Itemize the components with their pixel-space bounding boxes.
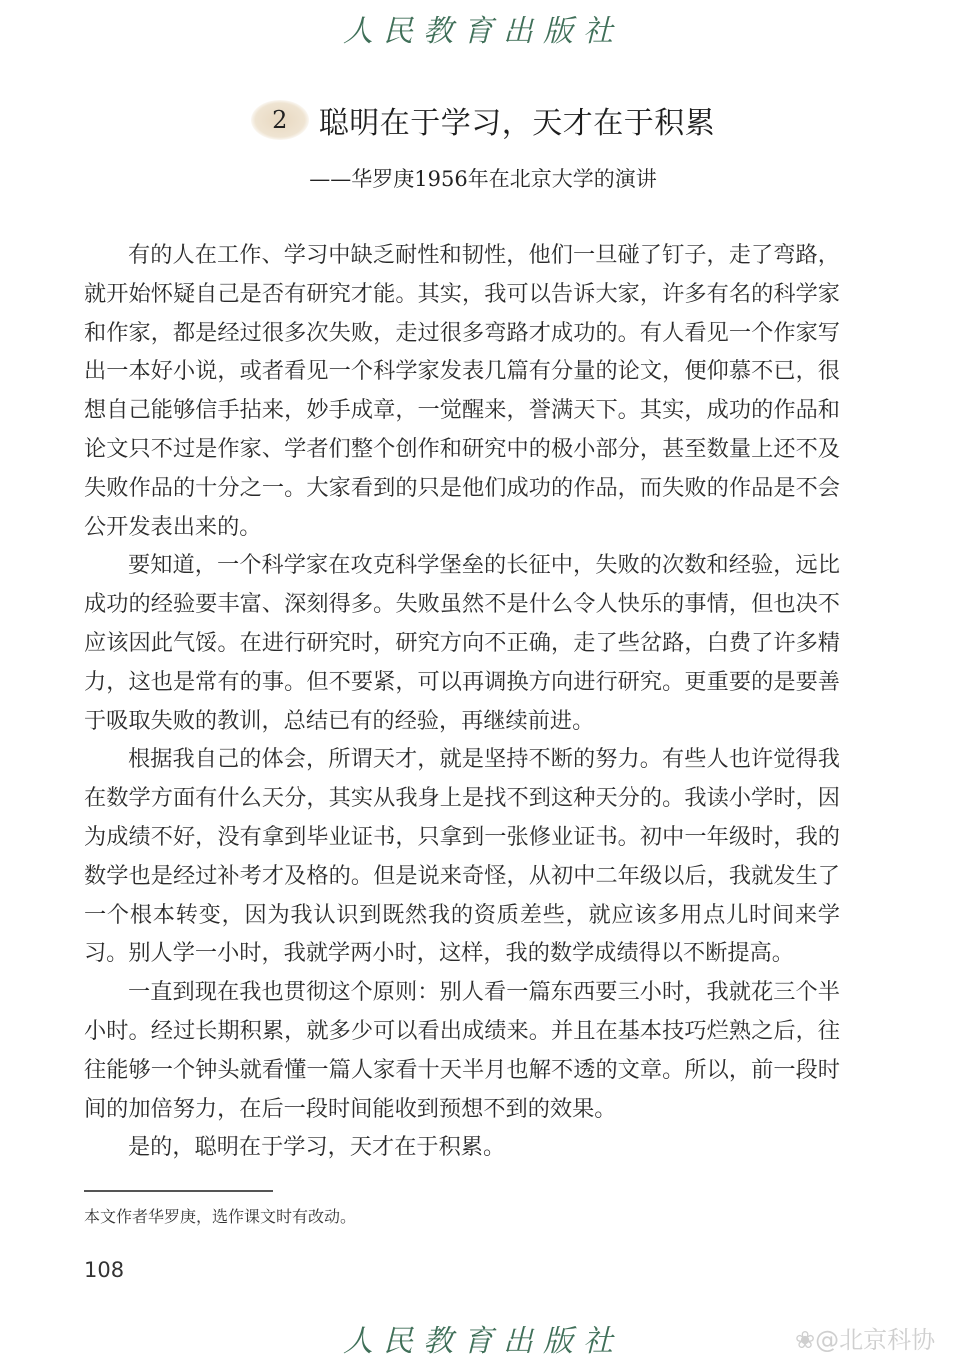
paragraph-line: 根据我自己的体会，所谓天才，就是坚持不断的努力。有些人也许觉得我 [128, 746, 840, 773]
publisher-logo-header: 人民教育出版社 [343, 14, 623, 49]
lesson-number-badge: 2 [251, 100, 309, 140]
article-body [84, 236, 840, 1167]
paragraph-line: 要知道，一个科学家在攻克科学堡垒的长征中，失败的次数和经验，远比 [128, 552, 840, 579]
paragraph-line: 有的人在工作、学习中缺乏耐性和韧性，他们一旦碰了钉子，走了弯路， [128, 242, 840, 268]
lesson-subtitle: ——华罗庚1956年在北京大学的演讲 [309, 167, 657, 191]
paragraph-line: 力，这也是常有的事。但不要紧，可以再调换方向进行研究。更重要的是要善 [84, 668, 840, 695]
paragraph-line: 为成绩不好，没有拿到毕业证书，只拿到一张修业证书。初中一年级时，我的 [84, 823, 840, 850]
paragraph-line: 往能够一个钟头就看懂一篇人家看十天半月也解不透的文章。所以，前一段时 [84, 1056, 840, 1083]
watermark: ❀@北京科协 [795, 1326, 936, 1354]
paragraph-line: 公开发表出来的。 [84, 513, 262, 540]
page-number: 108 [84, 1258, 125, 1282]
paragraph-line: 想自己能够信手拈来，妙手成章，一觉醒来，誉满天下。其实，成功的作品和 [84, 397, 840, 424]
paragraph-line: 是的，聪明在于学习，天才在于积累。 [128, 1134, 506, 1161]
paragraph-line: 失败作品的十分之一。大家看到的只是他们成功的作品，而失败的作品是不会 [84, 474, 840, 501]
publisher-logo-footer: 人民教育出版社 [343, 1324, 623, 1359]
paragraph-line: 和作家，都是经过很多次失败，走过很多弯路才成功的。有人看见一个作家写 [84, 319, 840, 346]
paragraph-line: 习。别人学一小时，我就学两小时，这样，我的数学成绩得以不断提高。 [84, 940, 794, 967]
paragraph-line: 论文只不过是作家、学者们整个创作和研究中的极小部分，甚至数量上还不及 [84, 435, 840, 462]
lesson-title-row [0, 98, 966, 142]
paragraph-line: 出一本好小说，或者看见一个科学家发表几篇有分量的论文，便仰慕不已，很 [84, 358, 840, 385]
paragraph-line: 一个根本转变，因为我认识到既然我的资质差些，就应该多用点儿时间来学 [84, 901, 840, 928]
footnote: 本文作者华罗庚，选作课文时有改动。 [84, 1207, 357, 1226]
paragraph-line: 成功的经验要丰富、深刻得多。失败虽然不是什么令人快乐的事情，但也决不 [84, 591, 840, 618]
paragraph-line: 数学也是经过补考才及格的。但是说来奇怪，从初中二年级以后，我就发生了 [84, 862, 840, 889]
paragraph-line: 小时。经过长期积累，就多少可以看出成绩来。并且在基本技巧烂熟之后，往 [84, 1017, 840, 1044]
footnote-divider [84, 1190, 273, 1192]
lesson-title: 聪明在于学习，天才在于积累 [318, 106, 716, 141]
paragraph-line: 间的加倍努力，在后一段时间能收到预想不到的效果。 [84, 1095, 617, 1122]
paragraph-line: 于吸取失败的教训，总结已有的经验，再继续前进。 [84, 707, 595, 734]
paragraph-line: 一直到现在我也贯彻这个原则：别人看一篇东西要三小时，我就花三个半 [128, 979, 840, 1006]
paragraph-line: 应该因此气馁。在进行研究时，研究方向不正确，走了些岔路，白费了许多精 [84, 629, 840, 656]
paragraph-line: 就开始怀疑自己是否有研究才能。其实，我可以告诉大家，许多有名的科学家 [84, 280, 840, 307]
paragraph-line: 在数学方面有什么天分，其实从我身上是找不到这种天分的。我读小学时，因 [84, 785, 840, 812]
